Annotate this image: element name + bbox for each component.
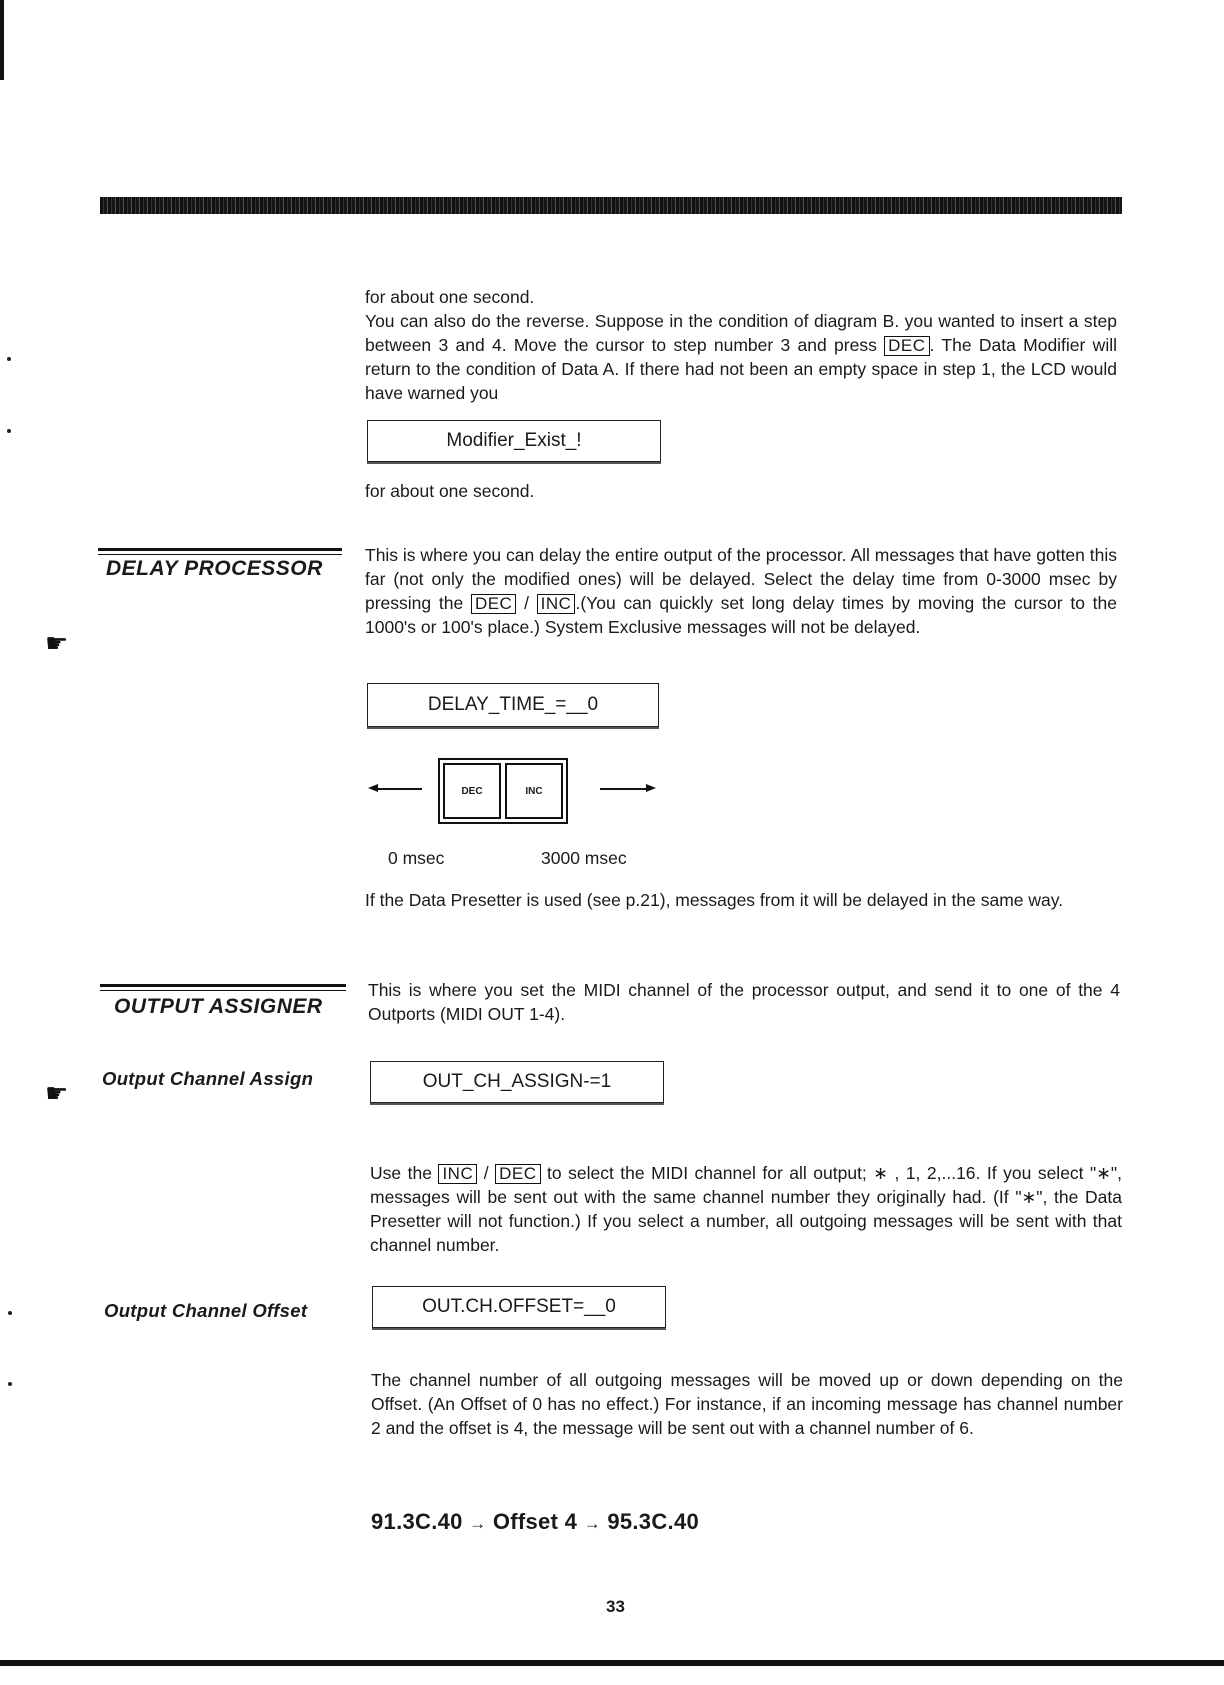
lcd-text: OUT_CH_ASSIGN-=1 [422,1071,612,1092]
offset-paragraph: The channel number of all outgoing messages will be moved up or down depending on the Offset. (An Offset of 0 has no effect.) For instance, if an incoming message has channel number 2 and the offset is 4, the message will be sent out with a channel number of 6. [371,1370,1123,1438]
example-input: 91.3C.40 [371,1509,463,1534]
pointing-hand-icon: ☛ [45,628,69,658]
intro-paragraph [365,309,1117,405]
offset-example [371,1509,699,1535]
output-assigner-title: OUTPUT ASSIGNER [114,995,323,1018]
max-delay-label: 3000 msec [541,848,627,868]
key-separator: / [477,1163,496,1183]
section-rule [100,984,346,987]
dec-key-label: DEC [471,594,516,614]
delay-text-2: .(You can quickly set long delay times by moving the cursor to the 1000's or 100's place.) System Exclusive messages will not be delayed. [365,593,1117,637]
assign-text-2: to select the MIDI channel for all output; ∗ , 1, 2,...16. If you select "∗", messages will be sent out with the same channel number they originally had. (If "∗", the Data Presetter will not function.) If you select a number, all outgoing messages will be sent with that channel number. [370,1163,1122,1255]
speck [7,429,11,433]
margin-line [0,0,4,80]
key-separator: / [516,593,537,613]
output-intro: This is where you set the MIDI channel of the processor output, and send it to one of the 4 Outports (MIDI OUT 1-4). [368,980,1120,1024]
lcd-out-ch-offset [372,1286,666,1328]
delay-text-1: This is where you can delay the entire output of the processor. All messages that have gotten this far (not only the modified ones) will be delayed. Select the delay time from 0-3000 msec by pressing the [365,545,1117,613]
presetter-note: If the Data Presetter is used (see p.21), messages from it will be delayed in the same way. [365,890,1064,910]
output-channel-assign-title: Output Channel Assign [102,1068,314,1089]
speck [7,357,11,361]
right-arrow-line [600,788,646,790]
footer-bar [0,1660,1224,1666]
speck [8,1382,12,1386]
arrow-icon: → [583,1514,601,1533]
intro-section [365,285,1117,405]
delay-paragraph [365,543,1117,639]
lcd-delay-time [367,683,659,727]
lcd-out-ch-assign [370,1061,664,1103]
inc-key-label: INC [537,594,576,614]
lcd-modifier-exist [367,420,661,462]
section-rule [98,554,342,555]
inc-key-label: INC [438,1164,477,1184]
dec-key-label: DEC [884,336,929,356]
lcd-text: Modifier_Exist_! [446,430,582,451]
right-arrow-icon [646,784,656,792]
example-offset: Offset 4 [492,1509,578,1534]
assign-paragraph [370,1161,1122,1257]
after-lcd-text: for about one second. [365,481,535,501]
example-output: 95.3C.40 [607,1509,700,1534]
section-rule [100,990,346,991]
arrow-icon: → [469,1514,487,1533]
header-bar [100,197,1122,214]
dec-inc-buttons [438,758,568,824]
speck [8,1311,12,1315]
lcd-text: OUT.CH.OFFSET=__0 [422,1296,616,1317]
pointing-hand-icon: ☛ [45,1078,69,1108]
dec-key-label: DEC [495,1164,540,1184]
lcd-text: DELAY_TIME_=__0 [427,694,599,715]
min-delay-label: 0 msec [388,848,445,868]
assign-text-1: Use the [370,1163,439,1183]
delay-processor-title: DELAY PROCESSOR [106,557,323,580]
intro-text-2: . The Data Modifier will return to the condition of Data A. If there had not been an empty space in step 1, the LCD would have warned you [365,335,1117,403]
inc-button[interactable]: INC [505,763,563,819]
dec-button[interactable]: DEC [443,763,501,819]
intro-text-1: You can also do the reverse. Suppose in the condition of diagram B. you wanted to insert a step between 3 and 4. Move the cursor to step number 3 and press [365,311,1117,355]
output-channel-offset-title: Output Channel Offset [104,1300,308,1321]
section-rule [98,548,342,551]
page-number: 33 [606,1597,625,1616]
left-arrow-line [376,788,422,790]
intro-line: for about one second. [365,287,535,307]
